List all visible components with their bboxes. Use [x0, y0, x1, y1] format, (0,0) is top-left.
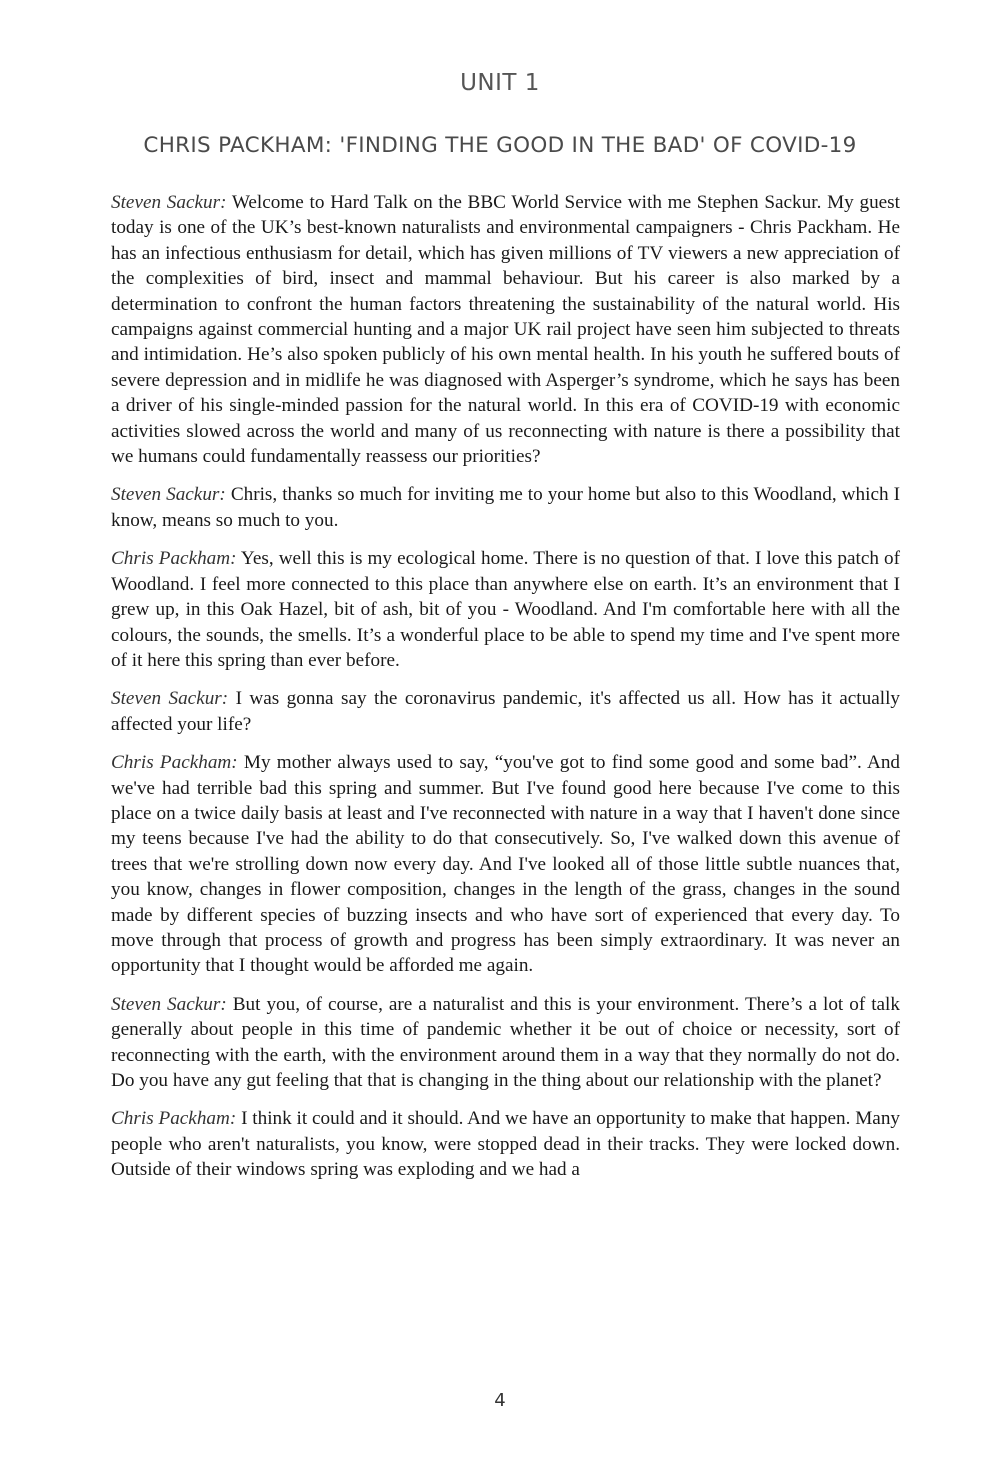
paragraph — [111, 546, 900, 673]
paragraph — [111, 482, 900, 533]
paragraph — [111, 992, 900, 1094]
page-number: 4 — [494, 1390, 506, 1411]
paragraph-text: Chris, thanks so much for inviting me to your home but also to this Woodland, which I know, means so much to you. — [111, 484, 900, 531]
speaker-label: Chris Packham: — [111, 548, 237, 570]
paragraph — [111, 1106, 900, 1182]
speaker-label: Steven Sackur: — [111, 993, 227, 1015]
speaker-label: Chris Packham: — [111, 1108, 237, 1130]
paragraph-text: I was gonna say the coronavirus pandemic, it's affected us all. How has it actually affected your life? — [111, 688, 900, 735]
paragraph-text: But you, of course, are a naturalist and this is your environment. There’s a lot of talk generally about people in this time of pandemic whether it be out of choice or necessity, sort of reconnecting with the earth, with the environment around them in a way that they normally do not do. Do you have any gut feeling that that is changing in the thing about our relationship with the planet? — [111, 993, 900, 1091]
speaker-label: Steven Sackur: — [111, 192, 227, 213]
paragraph-text: Welcome to Hard Talk on the BBC World Service with me Stephen Sackur. My guest today is one of the UK’s best-known naturalists and environmental campaigners - Chris Packham. He has an infectious enthusiasm for detail, which has given millions of TV viewers a new appreciation of the complexities of bird, insect and mammal behaviour. But his career is also marked by a determination to confront the human factors threatening the sustainability of the natural world. His campaigns against commercial hunting and a major UK rail project have seen him subjected to threats and intimidation. He’s also spoken publicly of his own mental health. In his youth he suffered bouts of severe depression and in midlife he was diagnosed with Asperger’s syndrome, which he says has been a driver of his single-minded passion for the natural world. In this era of COVID-19 with economic activities slowed across the world and many of us reconnecting with nature is there a possibility that we humans could fundamentally reassess our priorities? — [111, 192, 900, 468]
page-title: CHRIS PACKHAM: 'FINDING THE GOOD IN THE BAD' OF COVID-19 — [143, 133, 857, 158]
paragraph — [111, 190, 900, 469]
paragraph-text: Yes, well this is my ecological home. There is no question of that. I love this patch of Woodland. I feel more connected to this place than anywhere else on earth. It’s an environment that I grew up, in this Oak Hazel, bit of ash, bit of you - Woodland. And I'm comfortable here with all the colours, the sounds, the smells. It’s a wonderful place to be able to spend my time and I've spent more of it here this spring than ever before. — [111, 548, 900, 671]
paragraph-text: My mother always used to say, “you've got to find some good and some bad”. And we've had terrible bad this spring and summer. But I've found good here because I've come to this place on a twice daily basis at least and I've reconnected with nature in a way that I haven't done since my teens because I've had the ability to do that consecutively. So, I've walked down this avenue of trees that we're strolling down now every day. And I've looked all of those little subtle nuances that, you know, changes in flower composition, changes in the length of the grass, changes in the sound made by different species of buzzing insects and who have sort of experienced that every day. To move through that process of growth and progress has been simply extraordinary. It was never an opportunity that I thought would be afforded me again. — [111, 752, 901, 977]
paragraph-text: I think it could and it should. And we have an opportunity to make that happen. Many people who aren't naturalists, you know, were stopped dead in their tracks. They were locked down. Outside of their windows spring was exploding and we had a — [111, 1108, 901, 1181]
unit-heading: UNIT 1 — [460, 70, 540, 96]
speaker-label: Steven Sackur: — [111, 484, 226, 506]
speaker-label: Chris Packham: — [111, 752, 238, 774]
paragraph — [111, 686, 900, 737]
paragraph — [111, 750, 900, 979]
transcript-body — [111, 190, 900, 1196]
speaker-label: Steven Sackur: — [111, 688, 229, 710]
